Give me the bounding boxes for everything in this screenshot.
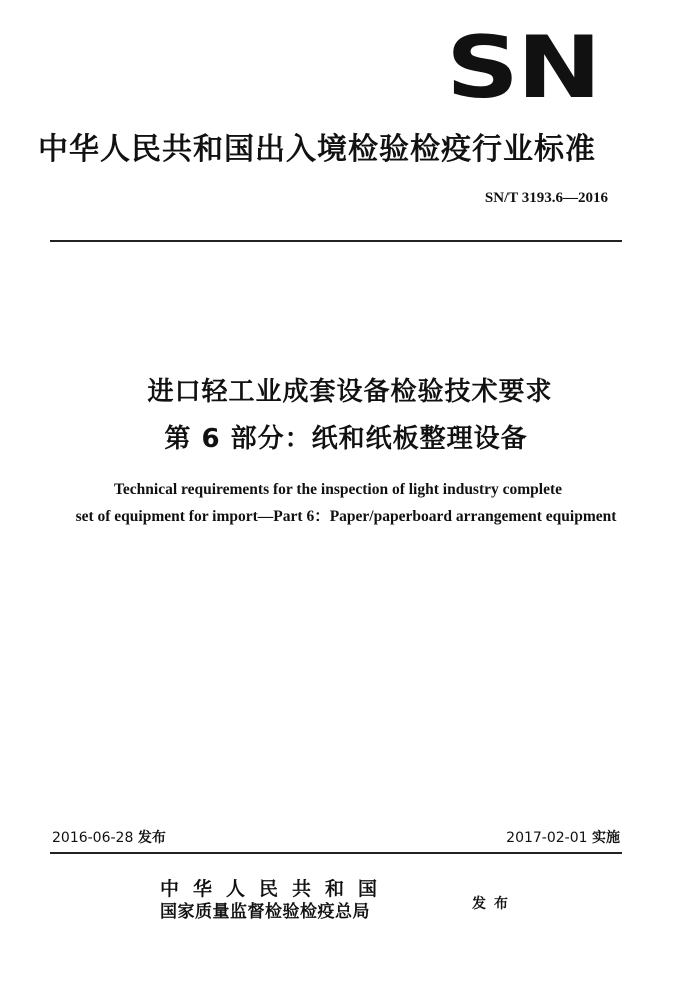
implement-label: 实施	[592, 830, 620, 846]
publisher-line1: 中华人民共和国	[160, 878, 392, 900]
english-title-line2: set of equipment for import—Part 6：Paper/paperboard arrangement equipment	[75, 508, 617, 525]
chinese-title-line1: 进口轻工业成套设备检验技术要求	[147, 377, 553, 407]
sn-logo: SN	[446, 18, 600, 118]
org-title: 中华人民共和国出入境检验检疫行业标准	[38, 132, 596, 167]
top-divider	[50, 240, 622, 242]
chinese-title-line2: 第 6 部分：纸和纸板整理设备	[164, 424, 528, 454]
issue-date-block	[52, 827, 166, 847]
bottom-divider	[50, 852, 622, 854]
english-title-line1: Technical requirements for the inspection of light industry complete	[113, 481, 563, 498]
publish-label: 发布	[472, 896, 516, 912]
publisher-line2: 国家质量监督检验检疫总局	[160, 902, 370, 922]
standard-code: SN/T 3193.6—2016	[484, 190, 608, 206]
publisher-block	[160, 878, 391, 924]
implement-date-block	[506, 827, 620, 847]
issue-date: 2016-06-28	[52, 830, 134, 846]
issue-label: 发布	[137, 830, 166, 846]
implement-date: 2017-02-01	[506, 830, 588, 846]
